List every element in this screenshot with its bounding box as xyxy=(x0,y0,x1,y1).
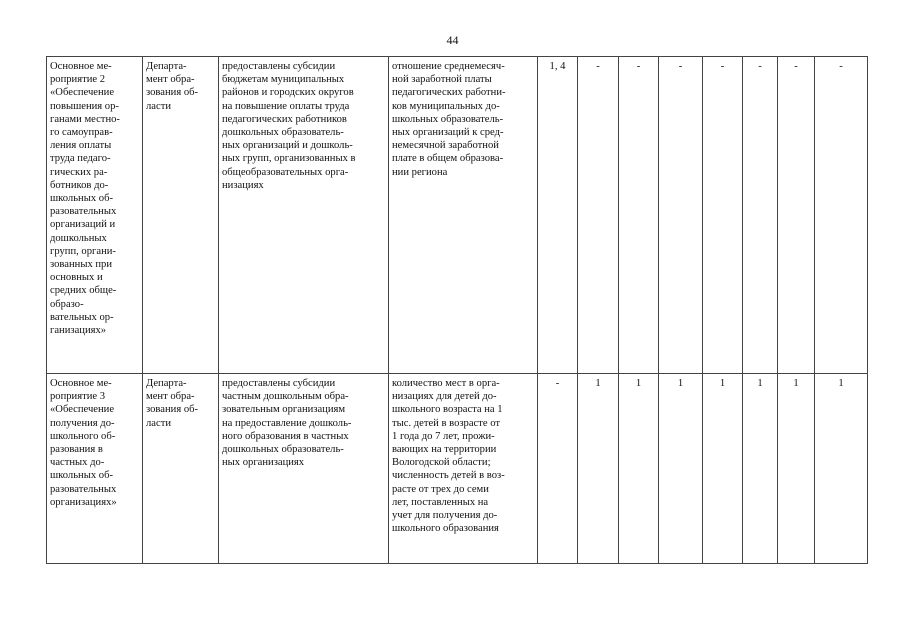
value-cell: 1 xyxy=(578,374,619,564)
value-cell: - xyxy=(619,57,659,374)
indicator-text: количество мест в орга- низациях для детей до- школьного возраста на 1 тыс. детей в возрасте от 1 года до 7 лет, прожи- вающих на территории Вологодской области; численность детей в воз- расте от трех до семи лет, поставленных на учет для получения до- школьного образования xyxy=(392,378,505,535)
program-table xyxy=(46,56,868,564)
value-cell: - xyxy=(659,57,703,374)
value-cell: - xyxy=(703,57,743,374)
event-cell xyxy=(47,374,143,564)
value-cell: 1 xyxy=(815,374,868,564)
table-row xyxy=(47,374,868,564)
value-cell: 1 xyxy=(743,374,778,564)
value-cell: 1 xyxy=(619,374,659,564)
executor-cell xyxy=(143,57,219,374)
table-row xyxy=(47,57,868,374)
event-cell xyxy=(47,57,143,374)
indicator-cell xyxy=(389,374,538,564)
value-cell: - xyxy=(778,57,815,374)
value-cell: 1 xyxy=(778,374,815,564)
indicator-cell xyxy=(389,57,538,374)
indicator-ref-cell: - xyxy=(538,374,578,564)
event-text: Основное ме- роприятие 3 «Обеспечение получения до- школьного об- разования в частных до- школьных об- разовательных организациях» xyxy=(50,378,117,508)
result-cell xyxy=(219,57,389,374)
indicator-text: отношение среднемесяч- ной заработной платы педагогических работни- ков муниципальных до- школьных образователь- ных организаций к сред- немесячной заработной плате в общем образова- нии региона xyxy=(392,61,506,178)
value-cell: 1 xyxy=(659,374,703,564)
result-text: предоставлены субсидии частным дошкольным обра- зовательным организациям на предоставление дошколь- ного образования в частных дошкольных образователь- ных организациях xyxy=(222,378,352,469)
executor-cell xyxy=(143,374,219,564)
value-cell: - xyxy=(815,57,868,374)
result-text: предоставлены субсидии бюджетам муниципальных районов и городских округов на повышение оплаты труда педагогических работников дошкольных образователь- ных организаций и дошколь- ных групп, организованных в общеобразовательных орга- низациях xyxy=(222,61,356,191)
executor-text: Департа- мент обра- зования об- ласти xyxy=(146,61,199,112)
executor-text: Департа- мент обра- зования об- ласти xyxy=(146,378,199,429)
value-cell: - xyxy=(743,57,778,374)
value-cell: - xyxy=(578,57,619,374)
value-cell: 1 xyxy=(703,374,743,564)
indicator-ref-cell: 1, 4 xyxy=(538,57,578,374)
event-text: Основное ме- роприятие 2 «Обеспечение повышения ор- ганами местно- го самоуправ- ления оплаты труда педаго- гических ра- ботников до- школьных об- разовательных организаций и дошкольных групп, органи- зованных при основных и средних обще- образо- вательных ор- ганизациях» xyxy=(50,61,120,337)
result-cell xyxy=(219,374,389,564)
page-number: 44 xyxy=(446,33,459,47)
